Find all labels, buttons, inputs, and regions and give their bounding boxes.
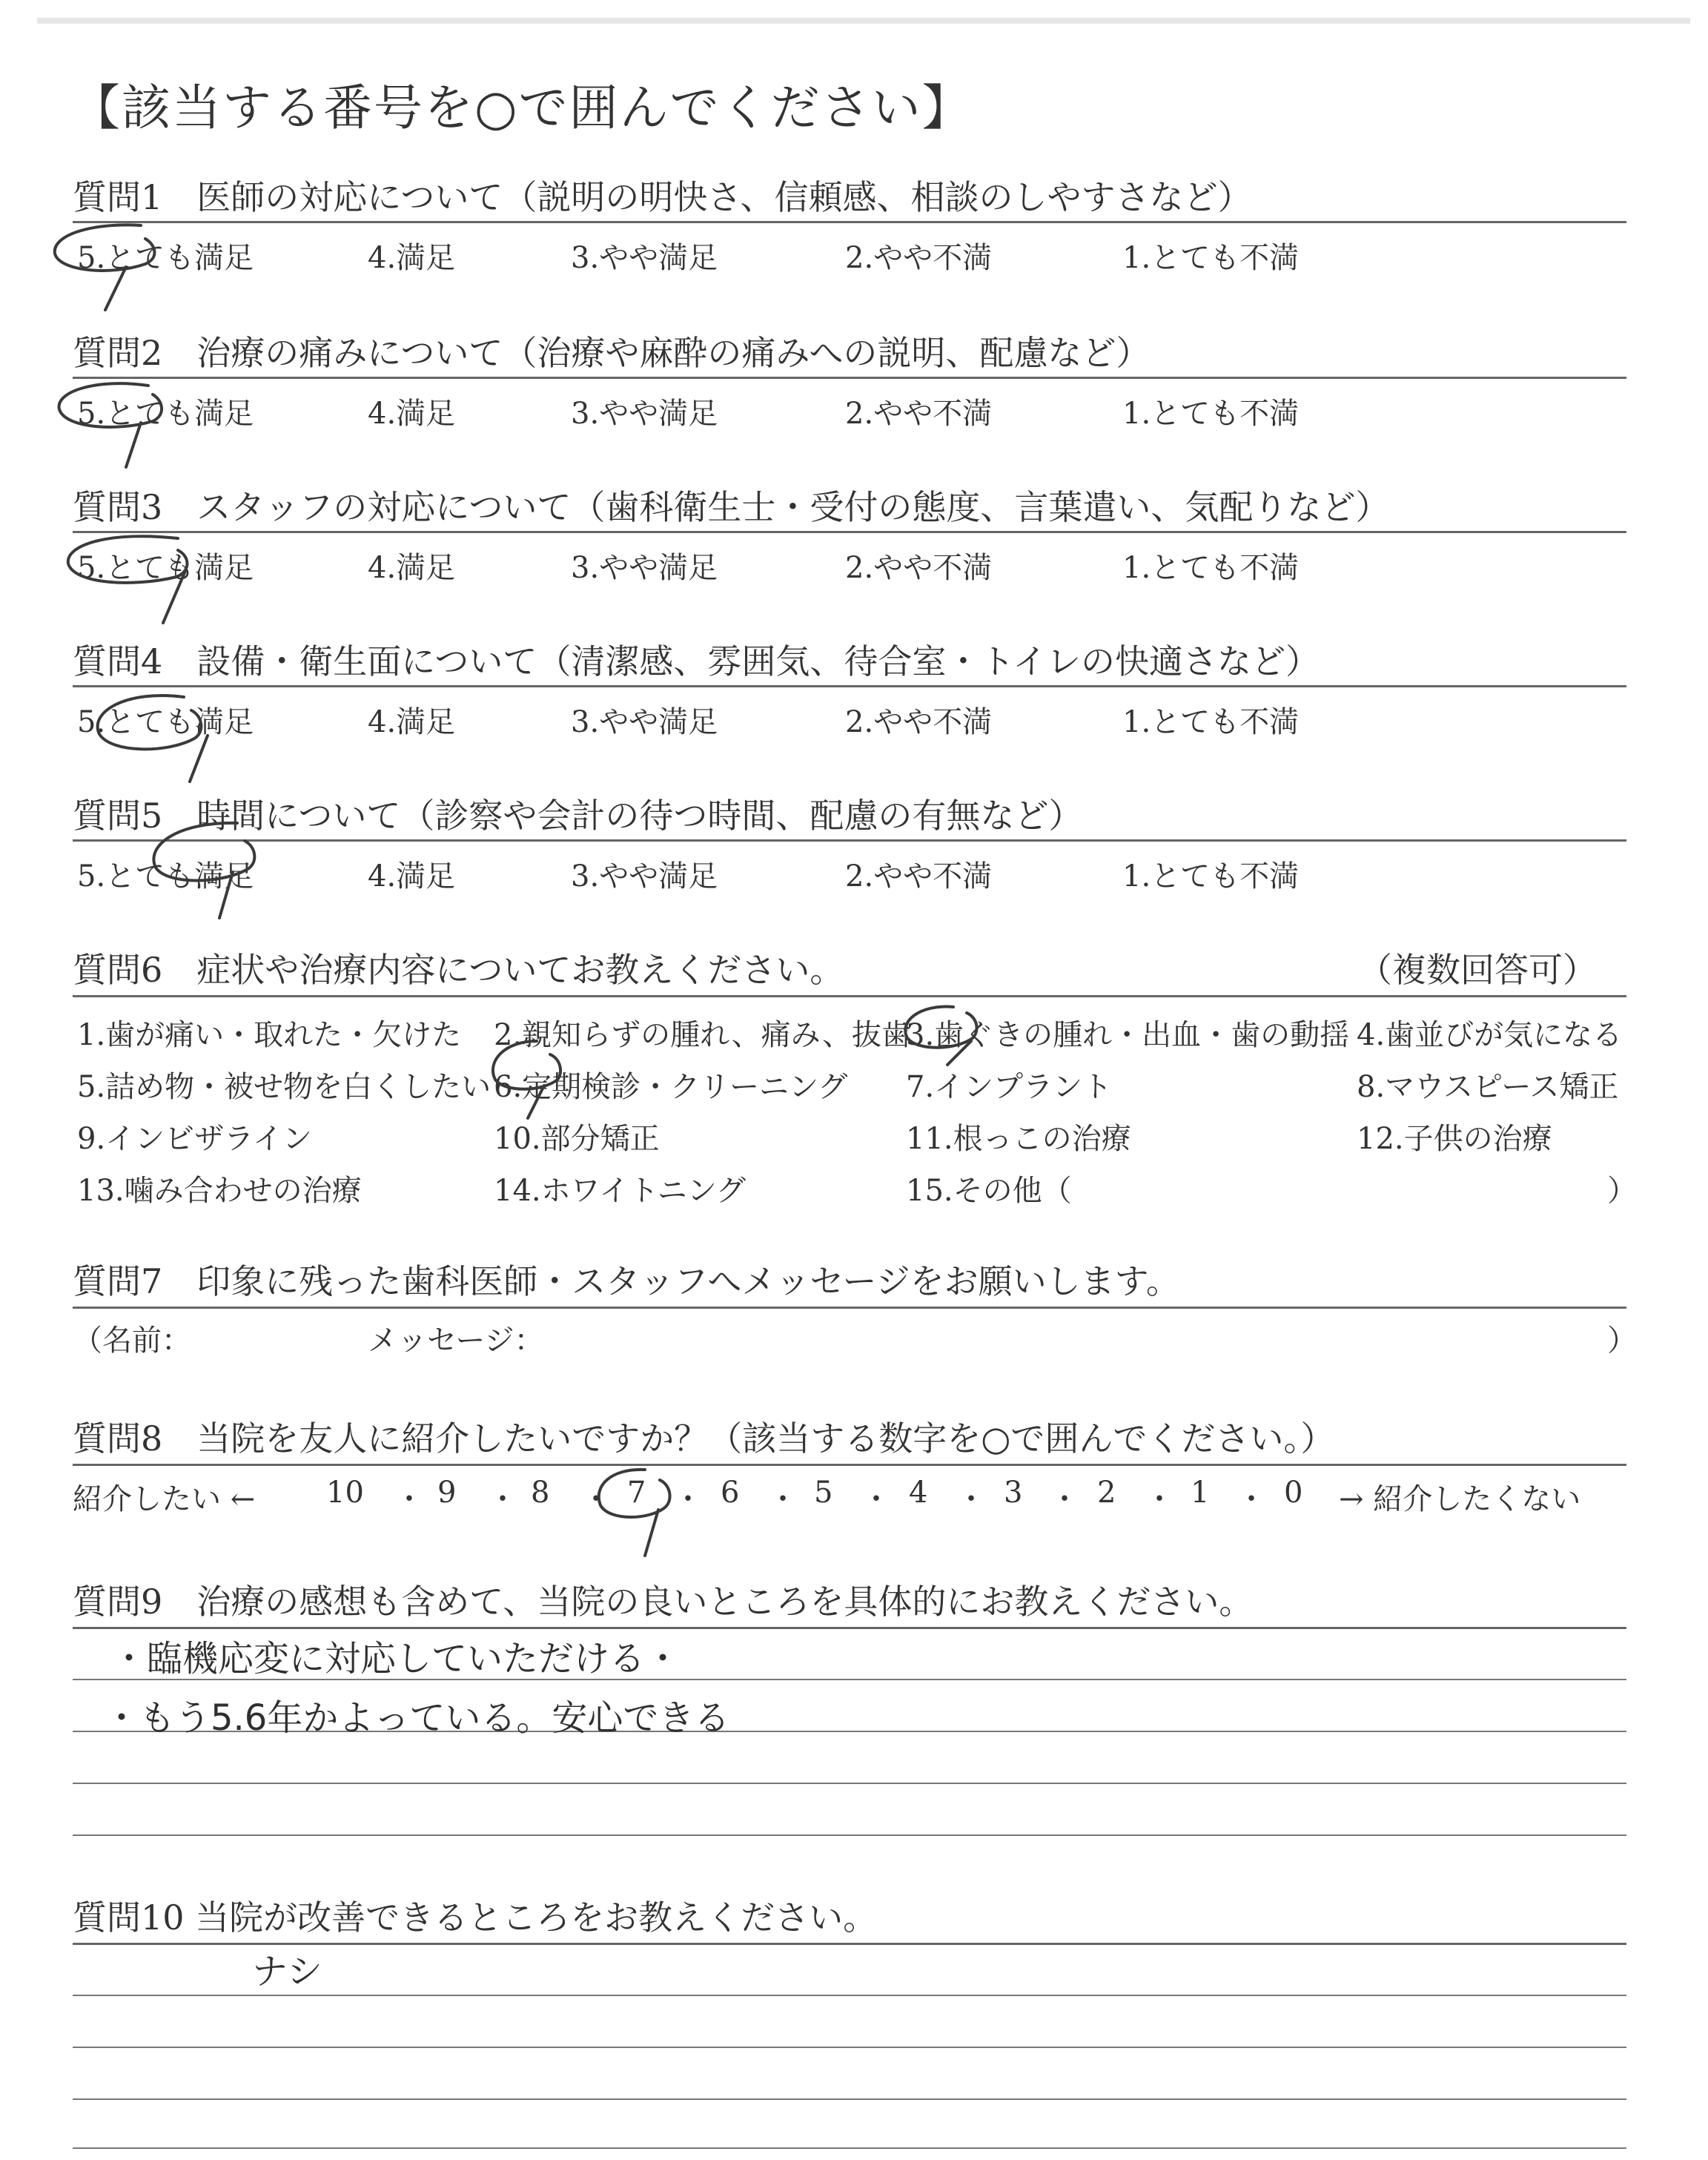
q8-scale-0[interactable]: 0: [1284, 1476, 1303, 1510]
q8-scale-10[interactable]: 10: [326, 1476, 364, 1510]
q8-scale-1[interactable]: 1: [1191, 1476, 1210, 1510]
q8-scale-5[interactable]: 5: [814, 1476, 833, 1510]
q3-title: 質問3 スタッフの対応について（歯科衛生士・受付の態度、言葉遣い、気配りなど）: [73, 487, 1390, 527]
q5-option-2[interactable]: 2.やや不満: [845, 859, 993, 894]
q4-option-3[interactable]: 3.やや満足: [571, 705, 718, 739]
page-heading: 【該当する番号を○で囲んでください】: [71, 79, 973, 136]
q9-rule: [73, 1627, 1626, 1629]
q1-option-2[interactable]: 2.やや不満: [845, 241, 993, 275]
q5-rule: [73, 839, 1626, 842]
q6-option-3[interactable]: 3.歯ぐきの腫れ・出血・歯の動揺: [906, 1018, 1350, 1052]
q6-option-4[interactable]: 4.歯並びが気になる: [1357, 1018, 1623, 1052]
q1-option-3[interactable]: 3.やや満足: [571, 241, 718, 275]
q5-title: 質問5 時間について（診察や会計の待つ時間、配慮の有無など）: [73, 796, 1083, 836]
q2-title: 質問2 治療の痛みについて（治療や麻酔の痛みへの説明、配慮など）: [73, 333, 1151, 373]
q9-answer-2[interactable]: ・もう5.6年かよっている。安心できる: [104, 1697, 730, 1739]
q8-scale-9[interactable]: 9: [437, 1476, 457, 1510]
q5-option-1[interactable]: 1.とても不満: [1122, 859, 1300, 894]
q10-answer-line: [73, 2047, 1626, 2048]
q3-option-4[interactable]: 4.満足: [368, 551, 456, 585]
q1-option-4[interactable]: 4.満足: [368, 241, 456, 275]
q8-rule: [73, 1464, 1626, 1466]
q2-option-1[interactable]: 1.とても不満: [1122, 397, 1300, 431]
q6-option-6[interactable]: 6.定期検診・クリーニング: [494, 1070, 848, 1104]
q8-dot: ・: [956, 1482, 986, 1516]
q8-dot: ・: [1237, 1482, 1266, 1516]
q8-dot: ・: [768, 1482, 798, 1516]
q6-option-10[interactable]: 10.部分矯正: [494, 1122, 660, 1156]
q4-option-4[interactable]: 4.満足: [368, 705, 456, 739]
q1-option-1[interactable]: 1.とても不満: [1122, 241, 1300, 275]
q2-option-2[interactable]: 2.やや不満: [845, 397, 993, 431]
q8-dot: ・: [581, 1482, 611, 1516]
q10-answer-line: [73, 2147, 1626, 2149]
q8-scale-2[interactable]: 2: [1097, 1476, 1116, 1510]
q5-option-3[interactable]: 3.やや満足: [571, 859, 718, 894]
q4-option-1[interactable]: 1.とても不満: [1122, 705, 1300, 739]
q6-other-close-paren: ）: [1607, 1174, 1637, 1208]
q2-option-3[interactable]: 3.やや満足: [571, 397, 718, 431]
q2-option-5[interactable]: 5.とても満足: [77, 397, 254, 431]
q8-dot: ・: [861, 1482, 891, 1516]
q4-option-5[interactable]: 5.とても満足: [77, 705, 254, 739]
q6-option-1[interactable]: 1.歯が痛い・取れた・欠けた: [77, 1018, 462, 1052]
q7-close-paren: ）: [1607, 1324, 1637, 1358]
q8-dot: ・: [1145, 1482, 1174, 1516]
q8-dot: ・: [673, 1482, 703, 1516]
q6-option-5[interactable]: 5.詰め物・被せ物を白くしたい: [77, 1070, 491, 1104]
q10-title: 質問10 当院が改善できるところをお教えください。: [73, 1898, 878, 1938]
scan-top-edge: [37, 18, 1690, 24]
q3-option-5[interactable]: 5.とても満足: [77, 551, 254, 585]
q6-option-15[interactable]: 15.その他（: [906, 1174, 1072, 1208]
q8-dot: ・: [488, 1482, 517, 1516]
q8-scale-6[interactable]: 6: [721, 1476, 740, 1510]
q8-scale-7[interactable]: 7: [627, 1476, 646, 1510]
q6-option-11[interactable]: 11.根っこの治療: [906, 1122, 1131, 1156]
q7-rule: [73, 1307, 1626, 1309]
q2-option-4[interactable]: 4.満足: [368, 397, 456, 431]
q1-option-5[interactable]: 5.とても満足: [77, 241, 254, 275]
q7-name-label: （名前：: [73, 1324, 191, 1358]
q5-option-4[interactable]: 4.満足: [368, 859, 456, 894]
q8-dot: ・: [1050, 1482, 1079, 1516]
q6-option-8[interactable]: 8.マウスピース矯正: [1357, 1070, 1619, 1104]
q6-multi-answer-note: （複数回答可）: [1358, 950, 1597, 990]
q6-option-9[interactable]: 9.インビザライン: [77, 1122, 312, 1156]
q1-rule: [73, 221, 1626, 223]
q8-scale-3[interactable]: 3: [1004, 1476, 1023, 1510]
q4-rule: [73, 685, 1626, 687]
q6-option-13[interactable]: 13.噛み合わせの治療: [77, 1174, 362, 1208]
q2-rule: [73, 377, 1626, 379]
q6-rule: [73, 995, 1626, 997]
q4-option-2[interactable]: 2.やや不満: [845, 705, 993, 739]
q3-rule: [73, 531, 1626, 533]
q8-title: 質問8 当院を友人に紹介したいですか？（該当する数字を○で囲んでください。）: [73, 1418, 1335, 1459]
q3-option-1[interactable]: 1.とても不満: [1122, 551, 1300, 585]
q10-answer-line: [73, 1995, 1626, 1996]
q5-option-5[interactable]: 5.とても満足: [77, 859, 254, 894]
q10-answer-1[interactable]: ナシ: [252, 1951, 323, 1992]
q9-answer-line: [73, 1783, 1626, 1784]
q6-title: 質問6 症状や治療内容についてお教えください。: [73, 950, 844, 990]
q10-answer-line: [73, 2098, 1626, 2100]
q6-option-2[interactable]: 2.親知らずの腫れ、痛み、抜歯: [494, 1018, 911, 1052]
q6-option-7[interactable]: 7.インプラント: [906, 1070, 1113, 1104]
q9-answer-1[interactable]: ・臨機応変に対応していただける・: [111, 1638, 681, 1680]
q8-dot: ・: [394, 1482, 424, 1516]
q3-option-2[interactable]: 2.やや不満: [845, 551, 993, 585]
q9-answer-line: [73, 1834, 1626, 1836]
q8-scale-8[interactable]: 8: [531, 1476, 550, 1510]
q8-left-label: 紹介したい ←: [73, 1482, 256, 1516]
q4-title: 質問4 設備・衛生面について（清潔感、雰囲気、待合室・トイレの快適さなど）: [73, 641, 1320, 681]
q7-title: 質問7 印象に残った歯科医師・スタッフへメッセージをお願いします。: [73, 1261, 1180, 1301]
q7-message-label: メッセージ：: [368, 1324, 544, 1358]
q6-option-14[interactable]: 14.ホワイトニング: [494, 1174, 747, 1208]
q8-right-label: → 紹介したくない: [1339, 1482, 1581, 1516]
q9-title: 質問9 治療の感想も含めて、当院の良いところを具体的にお教えください。: [73, 1582, 1254, 1622]
q1-title: 質問1 医師の対応について（説明の明快さ、信頼感、相談のしやすさなど）: [73, 177, 1252, 217]
q6-option-12[interactable]: 12.子供の治療: [1357, 1122, 1552, 1156]
q8-scale-4[interactable]: 4: [909, 1476, 928, 1510]
q3-option-3[interactable]: 3.やや満足: [571, 551, 718, 585]
